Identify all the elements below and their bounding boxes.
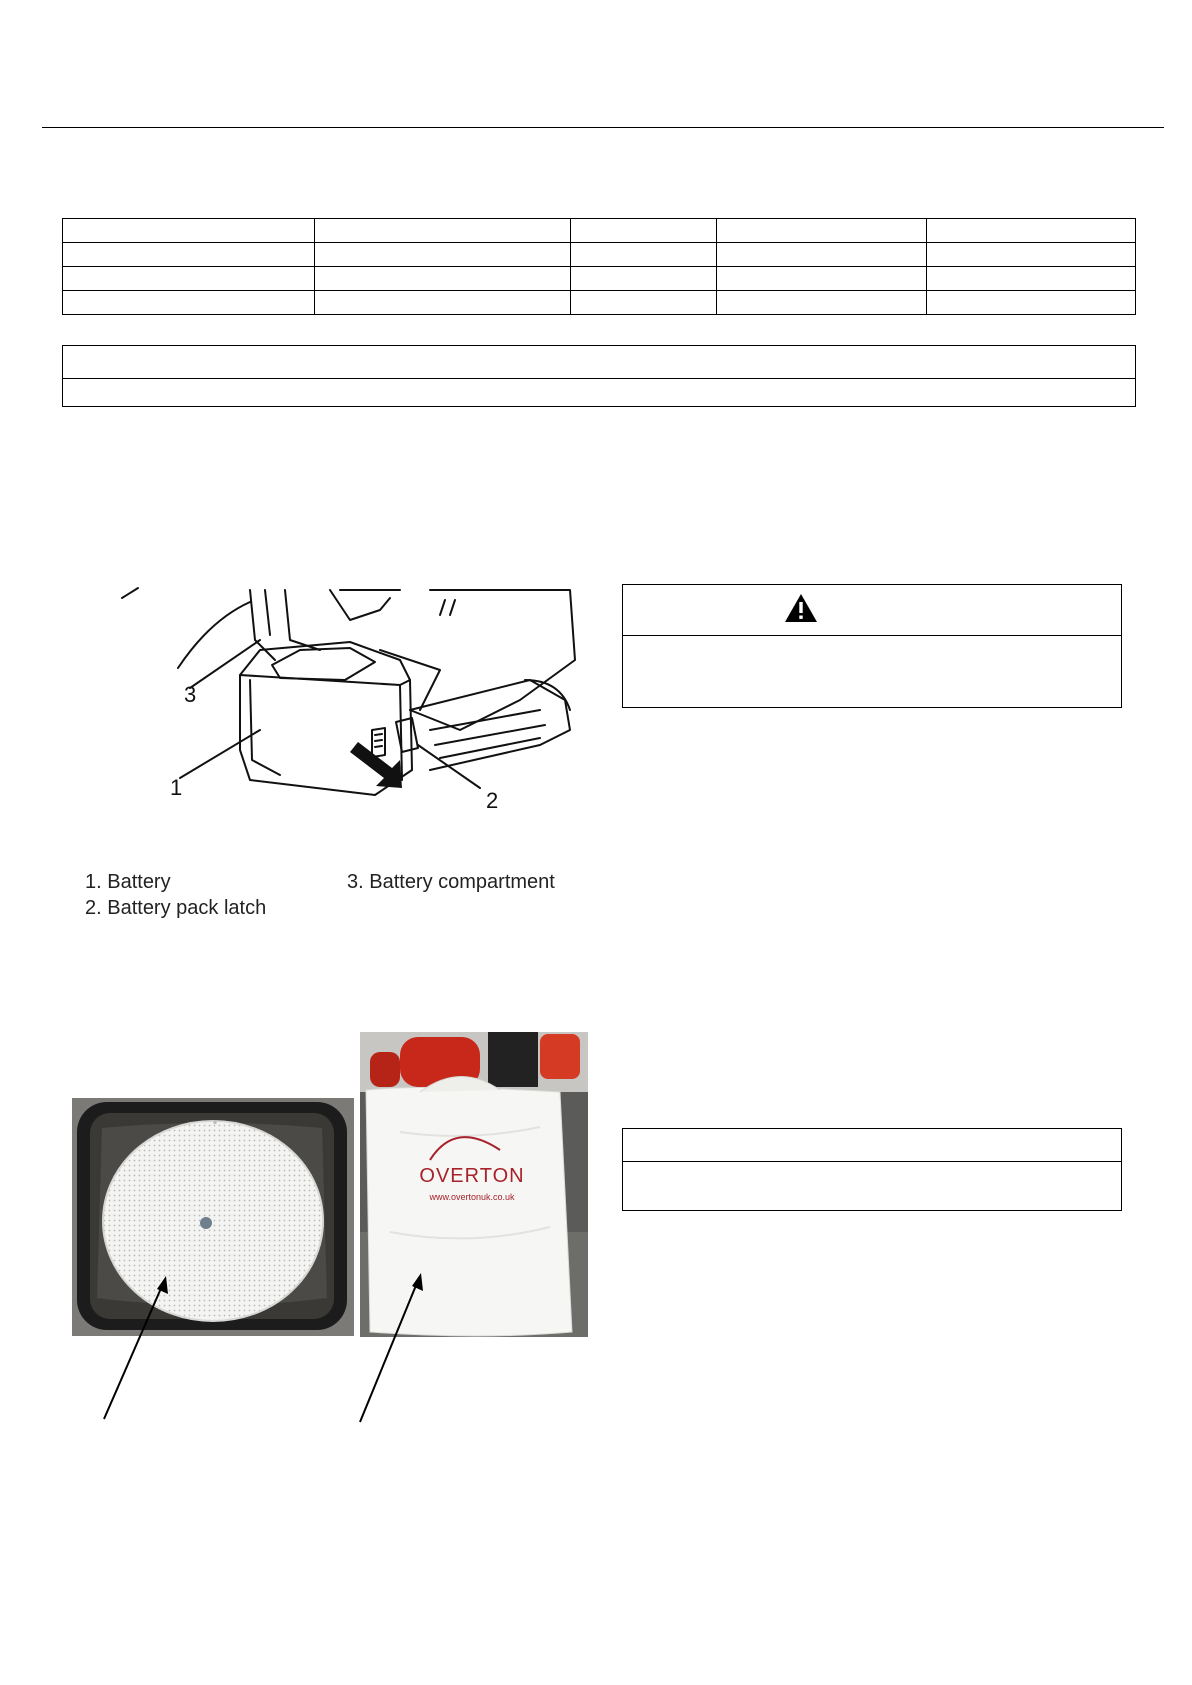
note-box [622,1128,1122,1211]
header-rule [42,127,1164,128]
bag-photo [360,1032,588,1337]
battery-drawing [100,580,600,880]
note-table [62,345,1136,407]
callout-2: 2 [486,788,499,813]
warning-box [622,584,1122,708]
spec-table [62,218,1136,315]
note-box-header [623,1129,1121,1162]
table-row [63,243,1136,267]
warning-header [623,585,1121,636]
table-row [63,219,1136,243]
collection-bag-image [360,1032,588,1337]
legend-item-3: 3. Battery compartment [347,871,555,893]
bag-logo-text: OVERTON [419,1165,525,1187]
table-row [63,346,1136,379]
callout-1: 1 [170,775,183,800]
table-row [63,379,1136,407]
callout-3: 3 [184,682,197,707]
warning-triangle-icon [784,593,818,623]
legend-item-1: 1. Battery [85,871,171,893]
battery-figure [100,580,600,880]
table-row [63,267,1136,291]
legend-item-2: 2. Battery pack latch [85,897,267,919]
filter-photo [72,1098,354,1336]
filter-disc-image [72,1098,354,1336]
bag-url-text: www.overtonuk.co.uk [429,1192,515,1202]
table-row [63,291,1136,315]
